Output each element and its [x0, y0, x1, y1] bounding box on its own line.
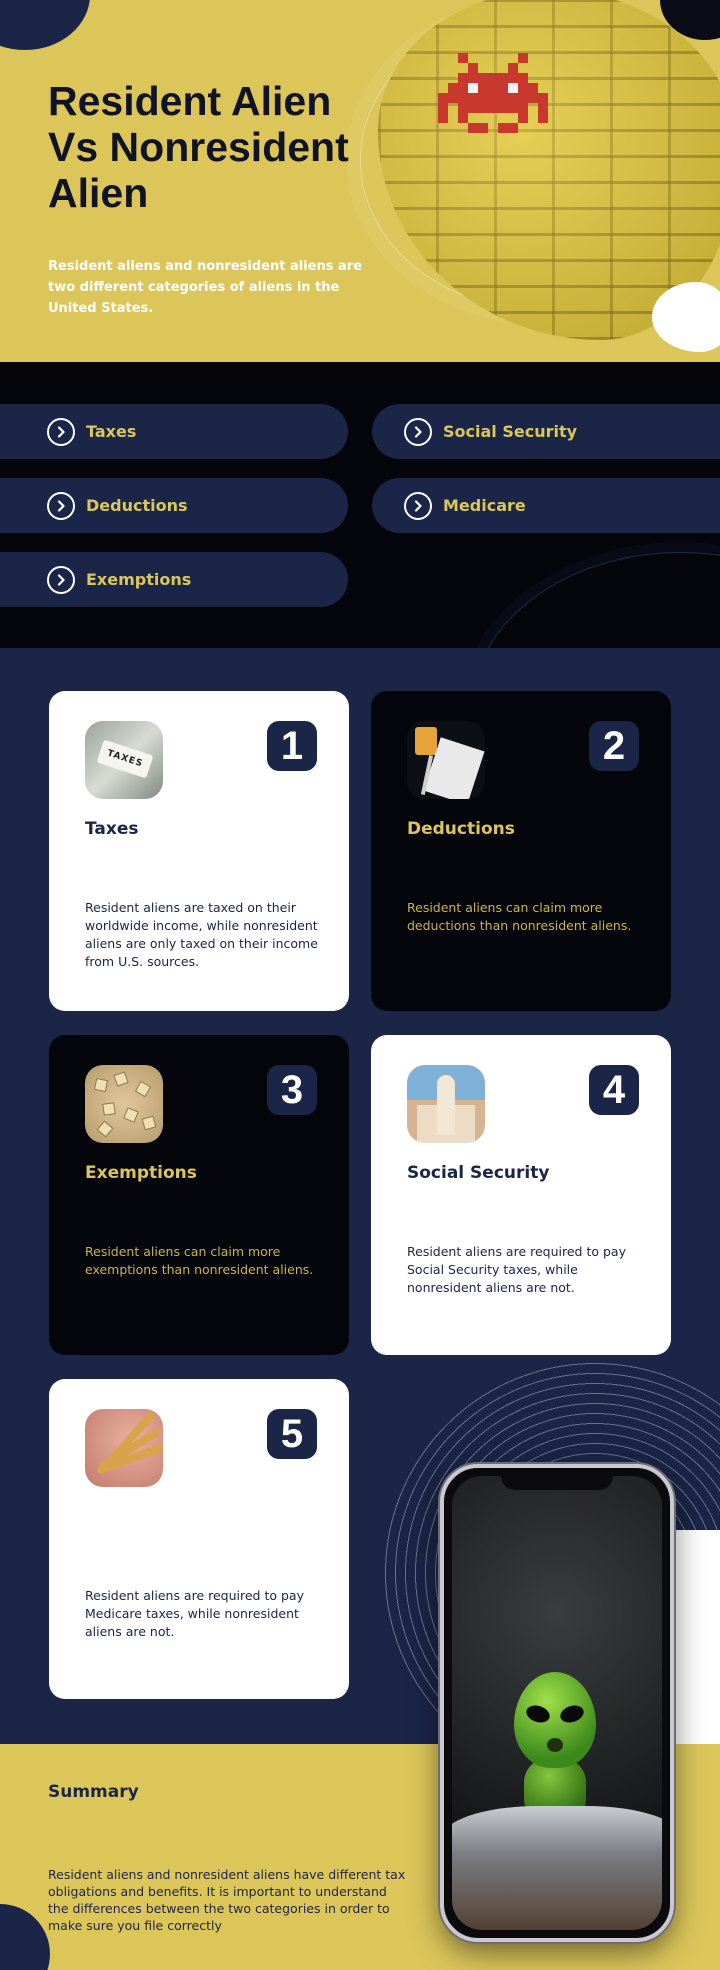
nav-item-label: Medicare [443, 496, 526, 515]
page-subtitle: Resident aliens and nonresident aliens are two different categories of aliens in the United States. [48, 259, 363, 316]
nav-item-label: Exemptions [86, 570, 192, 589]
building-photo [407, 1065, 485, 1143]
page-title: Resident Alien Vs Nonresident Alien [48, 78, 349, 216]
phone-notch [501, 1468, 613, 1490]
nav-item-medicare[interactable] [372, 478, 720, 533]
card-number: 5 [267, 1409, 317, 1459]
card-description: Resident aliens can claim more deductions than nonresident aliens. [407, 900, 632, 933]
nav-item-exemptions[interactable] [0, 552, 348, 607]
card-description: Resident aliens are required to pay Social Security taxes, while nonresident aliens are not. [407, 1244, 626, 1295]
nav-item-label: Social Security [443, 422, 578, 441]
alien-figure-photo [452, 1476, 662, 1930]
summary-text: Resident aliens and nonresident aliens have different tax obligations and benefits. It is important to understand the differences between the two categories in order to make sure you file correctly [48, 1867, 406, 1933]
card-title: Social Security [407, 1163, 550, 1183]
taxes-photo [85, 721, 163, 799]
chevron-right-circle-icon [404, 418, 432, 446]
decorative-blob [0, 1904, 50, 1970]
card-title: Taxes [85, 819, 139, 839]
card-medicare [49, 1379, 349, 1699]
card-number: 2 [589, 721, 639, 771]
card-deductions [371, 691, 671, 1011]
card-taxes [49, 691, 349, 1011]
phone-mockup [440, 1464, 674, 1942]
card-description: Resident aliens are taxed on their worldwide income, while nonresident aliens are only taxed on their income from U.S. sources. [85, 900, 318, 969]
chevron-right-circle-icon [47, 418, 75, 446]
decorative-blob [0, 0, 90, 50]
letter-tiles-photo [85, 1065, 163, 1143]
card-exemptions [49, 1035, 349, 1355]
syringes-photo [85, 1409, 163, 1487]
card-description: Resident aliens are required to pay Medicare taxes, while nonresident aliens are not. [85, 1588, 304, 1639]
card-number: 3 [267, 1065, 317, 1115]
card-description: Resident aliens can claim more exemptions than nonresident aliens. [85, 1244, 314, 1277]
chevron-right-circle-icon [47, 492, 75, 520]
chevron-right-circle-icon [47, 566, 75, 594]
nav-item-label: Deductions [86, 496, 188, 515]
hero-section [0, 0, 720, 362]
taxes-tag-text: TAXES [97, 740, 154, 779]
nav-item-social-security[interactable] [372, 404, 720, 459]
card-number: 1 [267, 721, 317, 771]
decorative-arc [470, 552, 720, 648]
card-number: 4 [589, 1065, 639, 1115]
chevron-right-circle-icon [404, 492, 432, 520]
nav-item-deductions[interactable] [0, 478, 348, 533]
topic-nav [0, 362, 720, 648]
nav-item-label: Taxes [86, 422, 137, 441]
nav-item-taxes[interactable] [0, 404, 348, 459]
card-social-security [371, 1035, 671, 1355]
space-invader-icon [438, 52, 548, 134]
summary-title: Summary [48, 1782, 139, 1802]
card-title: Deductions [407, 819, 515, 839]
card-title: Exemptions [85, 1163, 197, 1183]
calculator-paper-photo [407, 721, 485, 799]
